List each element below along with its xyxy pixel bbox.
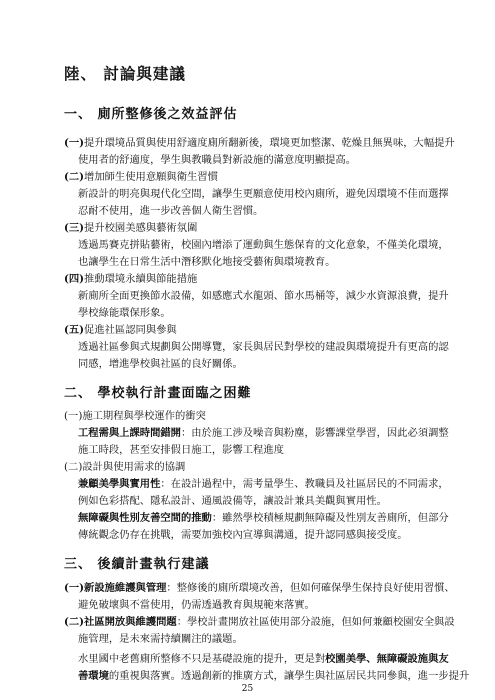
s1-item-5-line-1: 透過社區參與式規劃與公開導覽，家長與居民對學校的建設與環境提升有更高的認 <box>78 341 449 353</box>
page-number: 25 <box>241 684 254 694</box>
s1-item-1-line-1: (一)提升環境品質與使用舒適度廁所翻新後，環境更加整潔、乾燥且無異味，大幅提升 <box>64 137 455 149</box>
s1-item-5-heading: (五)促進社區認同與參與 <box>64 324 177 336</box>
s1-marker-5: (五) <box>64 324 85 336</box>
s2-keyword-1: 工程需與上課時間錯開 <box>78 427 181 439</box>
s1-item-5-line-2: 同感，增進學校與社區的良好關係。 <box>78 358 243 370</box>
s1-item-2-line-2: 忍耐不使用，進一步改善個人衛生習慣。 <box>78 205 264 217</box>
s2-item-1-heading: (一)施工期程與學校運作的衝突 <box>64 410 206 422</box>
s3-keyword-2: 社區開放與維護問題 <box>84 616 177 628</box>
s3-keyword-4: 善環境 <box>78 670 109 682</box>
s3-item-1-line-2: 避免破壞與不當使用，仍需透過教育與規範來落實。 <box>78 599 315 611</box>
s3-paragraph-line-2: 善環境的重視與落實。透過創新的推廣方式，讓學生與社區居民共同參與，進一步提升 <box>78 670 470 682</box>
s2-keyword-3: 無障礙與性別友善空間的推動 <box>78 512 212 524</box>
s2-item-1-line-2: 施工時段，甚至安排假日施工，影響工程進度 <box>78 444 284 456</box>
s3-keyword-3: 校園美學、無障礙設施與友 <box>325 653 449 665</box>
s2-item-2-heading: (二)設計與使用需求的協調 <box>64 461 186 473</box>
s1-item-1-line-2: 使用者的舒適度，學生與教職員對新設施的滿意度明顯提高。 <box>78 154 357 166</box>
s3-marker-2: (二) <box>64 616 85 628</box>
s1-item-4-line-2: 學校綠能環保形象。 <box>78 307 171 319</box>
s1-item-4-heading: (四)推動環境永續與節能措施 <box>64 273 198 285</box>
s1-marker-4: (四) <box>64 273 85 285</box>
s2-item-2-line-3: 無障礙與性別友善空間的推動：雖然學校積極規劃無障礙及性別友善廁所，但部分 <box>78 512 449 524</box>
s3-marker-1: (一) <box>64 582 85 594</box>
s1-marker-2: (二) <box>64 171 85 183</box>
s1-item-2-heading: (二)增加師生使用意願與衛生習慣 <box>64 171 218 183</box>
s2-item-2-line-1: 兼顧美學與實用性：在設計過程中，需考量學生、教職員及社區居民的不同需求， <box>78 478 449 490</box>
section-2-title: 二、 學校執行計畫面臨之困難 <box>64 386 252 401</box>
s3-item-2-line-2: 施管理，是未來需持續關注的議題。 <box>78 633 243 645</box>
s1-item-4-line-1: 新廁所全面更換節水設備，如感應式水龍頭、節水馬桶等，減少水資源浪費，提升 <box>78 290 449 302</box>
s2-item-1-line-1: 工程需與上課時間錯開：由於施工涉及噪音與粉塵，影響課堂學習，因此必須調整 <box>78 427 449 439</box>
s3-item-1-line-1: (一)新設施維護與管理：整修後的廁所環境改善，但如何確保學生保持良好使用習慣、 <box>64 582 455 594</box>
s2-item-2-line-2: 例如色彩搭配、隱私設計、通風設備等，讓設計兼具美觀與實用性。 <box>78 495 387 507</box>
s2-keyword-2: 兼顧美學與實用性 <box>78 478 161 490</box>
s3-paragraph-line-1: 水里國中老舊廁所整修不只是基礎設施的提升，更是對校園美學、無障礙設施與友 <box>78 653 449 665</box>
s1-item-3-line-2: 也讓學生在日常生活中潛移默化地接受藝術與環境教育。 <box>78 256 336 268</box>
s1-item-2-line-1: 新設計的明亮與現代化空間，讓學生更願意使用校內廁所，避免因環境不佳而選擇 <box>78 188 449 200</box>
s3-item-2-line-1: (二)社區開放與維護問題：學校計畫開放社區使用部分設施，但如何兼顧校園安全與設 <box>64 616 455 628</box>
s1-marker-3: (三) <box>64 222 85 234</box>
s1-item-3-heading: (三)提升校園美感與藝術氛圍 <box>64 222 198 234</box>
chapter-title: 陸、 討論與建議 <box>64 64 186 83</box>
s3-keyword-1: 新設施維護與管理 <box>84 582 167 594</box>
section-1-title: 一、 廁所整修後之效益評估 <box>64 107 238 122</box>
s1-marker-1: (一) <box>64 137 85 149</box>
s1-item-3-line-1: 透過馬賽克拼貼藝術，校園內增添了運動與生態保育的文化意象，不僅美化環境， <box>78 239 449 251</box>
s2-item-2-line-4: 傳統觀念仍存在挑戰，需要加強校內宣導與溝通，提升認同感與接受度。 <box>78 529 408 541</box>
section-3-title: 三、 後續計畫執行建議 <box>64 557 210 572</box>
